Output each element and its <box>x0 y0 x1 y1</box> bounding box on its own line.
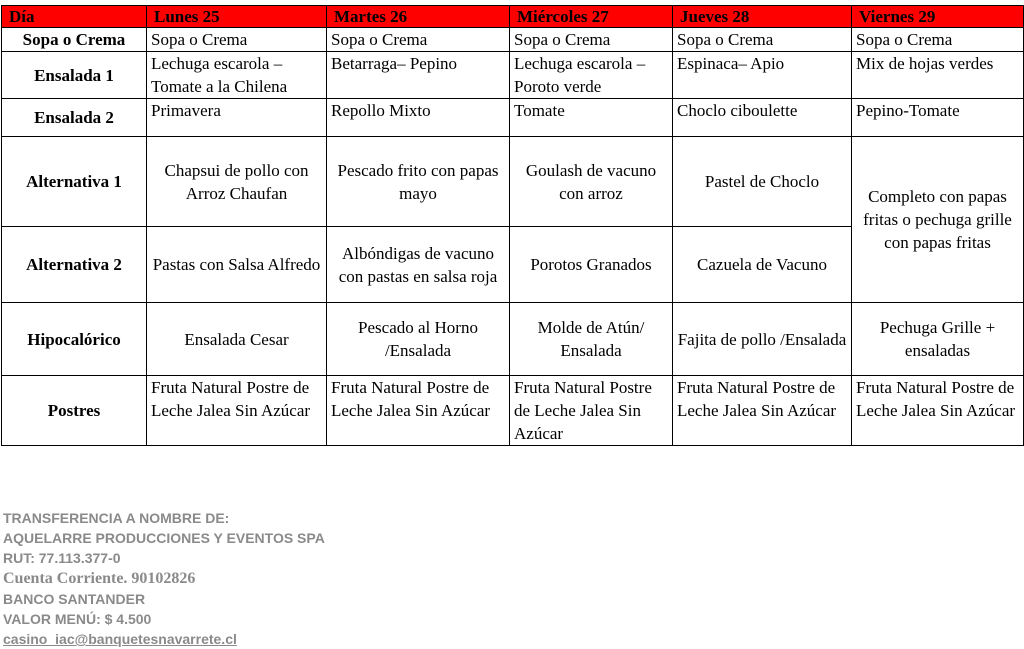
menu-cell: Cazuela de Vacuno <box>673 227 852 303</box>
company-name: AQUELARRE PRODUCCIONES Y EVENTOS SPA <box>3 530 325 546</box>
menu-cell: Sopa o Crema <box>673 28 852 52</box>
row-label: Alternativa 1 <box>2 137 147 227</box>
menu-cell-merged: Completo con papas fritas o pechuga grille con papas fritas <box>852 137 1024 303</box>
menu-cell: Pepino-Tomate <box>852 99 1024 137</box>
menu-cell: Fruta Natural Postre de Leche Jalea Sin Azúcar <box>147 376 327 446</box>
menu-cell: Sopa o Crema <box>510 28 673 52</box>
row-sopa <box>2 28 1024 52</box>
row-alternativa-1 <box>2 137 1024 227</box>
row-label: Ensalada 2 <box>2 99 147 137</box>
menu-cell: Sopa o Crema <box>327 28 510 52</box>
menu-cell: Pescado al Horno /Ensalada <box>327 303 510 376</box>
menu-cell: Ensalada Cesar <box>147 303 327 376</box>
menu-cell: Betarraga– Pepino <box>327 52 510 99</box>
row-label: Postres <box>2 376 147 446</box>
menu-cell: Fruta Natural Postre de Leche Jalea Sin Azúcar <box>510 376 673 446</box>
menu-cell: Chapsui de pollo con Arroz Chaufan <box>147 137 327 227</box>
row-hipocalorico <box>2 303 1024 376</box>
row-label: Hipocalórico <box>2 303 147 376</box>
menu-cell: Repollo Mixto <box>327 99 510 137</box>
menu-cell: Molde de Atún/ Ensalada <box>510 303 673 376</box>
header-row <box>2 6 1024 28</box>
menu-cell: Choclo ciboulette <box>673 99 852 137</box>
menu-cell: Porotos Granados <box>510 227 673 303</box>
menu-cell: Fruta Natural Postre de Leche Jalea Sin Azúcar <box>327 376 510 446</box>
menu-price: VALOR MENÚ: $ 4.500 <box>3 611 152 627</box>
header-day-label: Día <box>2 6 147 28</box>
row-label: Sopa o Crema <box>2 28 147 52</box>
menu-cell: Mix de hojas verdes <box>852 52 1024 99</box>
menu-cell: Sopa o Crema <box>852 28 1024 52</box>
menu-cell: Fajita de pollo /Ensalada <box>673 303 852 376</box>
row-postres <box>2 376 1024 446</box>
row-ensalada-2 <box>2 99 1024 137</box>
row-label: Ensalada 1 <box>2 52 147 99</box>
rut: RUT: 77.113.377-0 <box>3 550 121 566</box>
header-tuesday: Martes 26 <box>327 6 510 28</box>
contact-email-link[interactable]: casino_iac@banquetesnavarrete.cl <box>3 631 237 647</box>
menu-cell: Fruta Natural Postre de Leche Jalea Sin Azúcar <box>852 376 1024 446</box>
menu-cell: Lechuga escarola – Poroto verde <box>510 52 673 99</box>
header-monday: Lunes 25 <box>147 6 327 28</box>
row-label: Alternativa 2 <box>2 227 147 303</box>
menu-cell: Pescado frito con papas mayo <box>327 137 510 227</box>
menu-cell: Albóndigas de vacuno con pastas en salsa roja <box>327 227 510 303</box>
menu-cell: Fruta Natural Postre de Leche Jalea Sin Azúcar <box>673 376 852 446</box>
menu-cell: Lechuga escarola – Tomate a la Chilena <box>147 52 327 99</box>
header-wednesday: Miércoles 27 <box>510 6 673 28</box>
menu-cell: Pastas con Salsa Alfredo <box>147 227 327 303</box>
header-friday: Viernes 29 <box>852 6 1024 28</box>
transfer-heading: TRANSFERENCIA A NOMBRE DE: <box>3 510 230 526</box>
payment-info <box>3 508 325 649</box>
menu-cell: Sopa o Crema <box>147 28 327 52</box>
header-thursday: Jueves 28 <box>673 6 852 28</box>
menu-cell: Goulash de vacuno con arroz <box>510 137 673 227</box>
menu-cell: Espinaca– Apio <box>673 52 852 99</box>
menu-cell: Primavera <box>147 99 327 137</box>
account-number: Cuenta Corriente. 90102826 <box>3 570 196 587</box>
menu-cell: Pechuga Grille + ensaladas <box>852 303 1024 376</box>
weekly-menu-table <box>1 5 1024 446</box>
menu-cell: Pastel de Choclo <box>673 137 852 227</box>
bank-name: BANCO SANTANDER <box>3 591 146 607</box>
row-ensalada-1 <box>2 52 1024 99</box>
menu-cell: Tomate <box>510 99 673 137</box>
